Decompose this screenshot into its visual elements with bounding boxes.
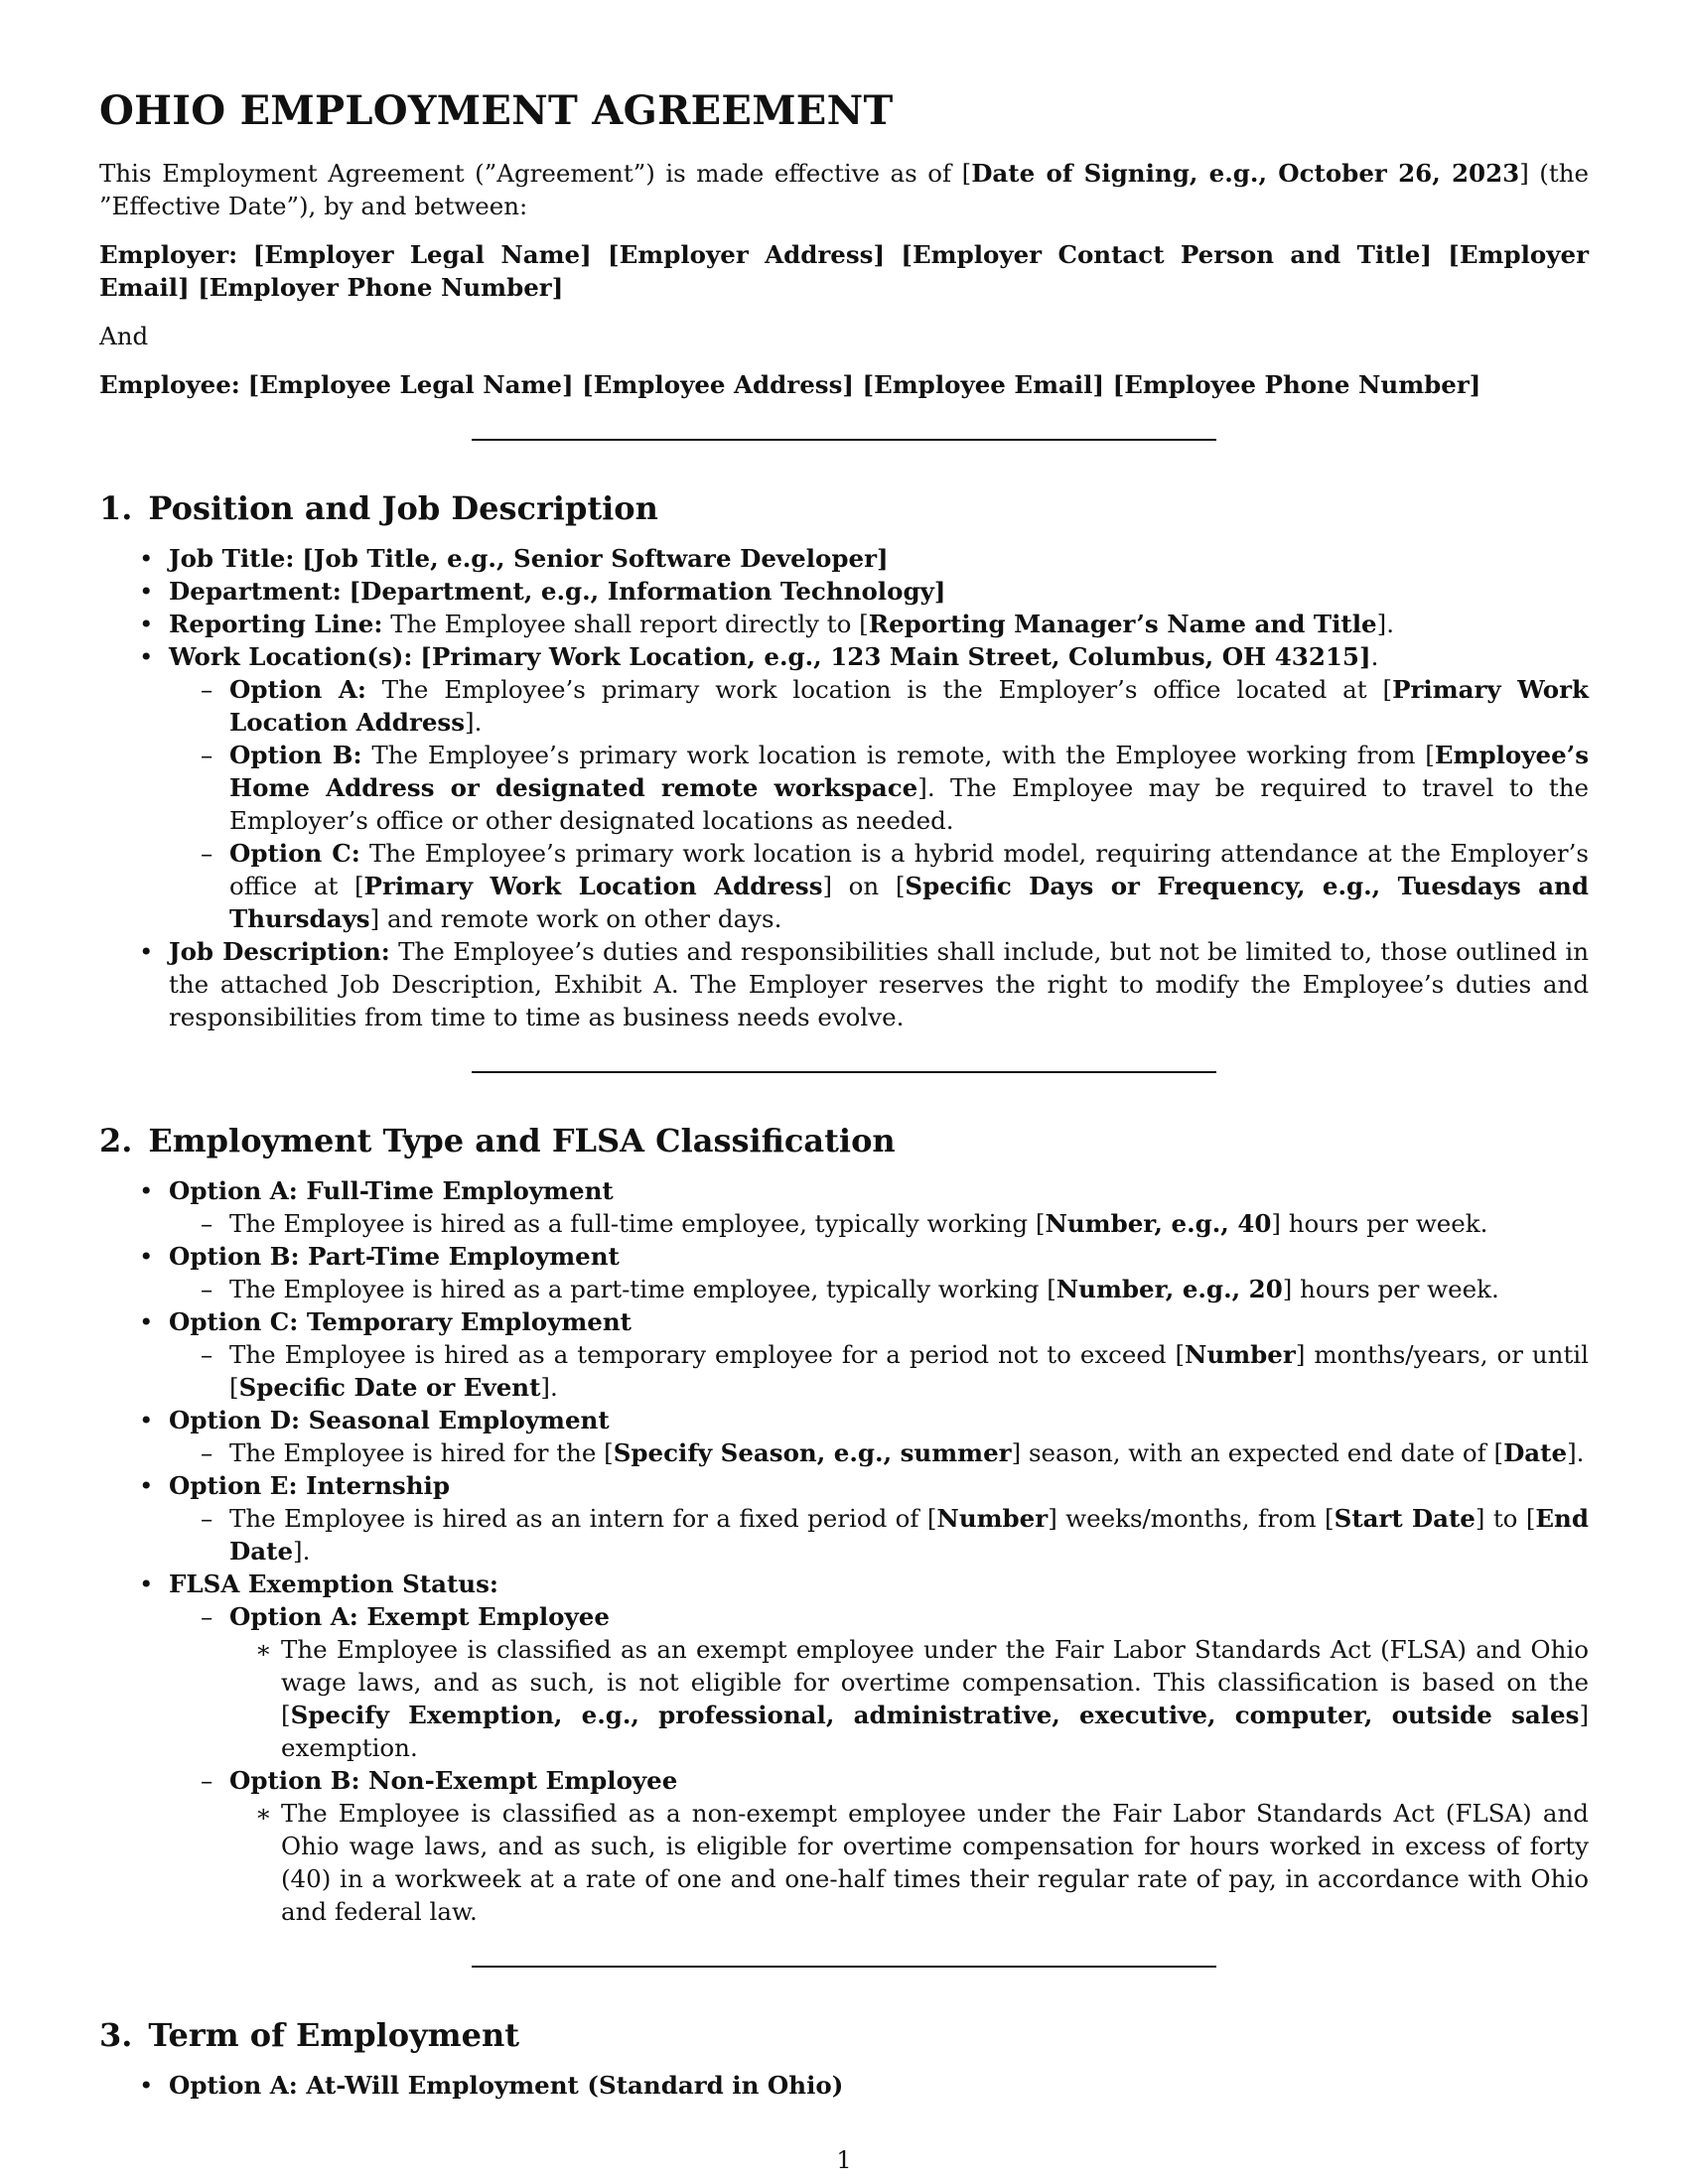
effective-date-placeholder: Date of Signing, e.g., October 26, 2023 <box>971 159 1520 188</box>
section-2-heading: 2. Employment Type and FLSA Classification <box>99 1122 896 1160</box>
section-divider <box>472 439 1216 441</box>
list-item: – The Employee is hired as a full-time employee, typically working [Number, e.g., 40] hours per week. <box>169 1207 1589 1240</box>
employee-fields: [Employee Legal Name] [Employee Address] [Employee Email] [Employee Phone Number] <box>247 370 1481 399</box>
list-item: • Job Description: The Employee’s duties and responsibilities shall include, but not be limited to, those outlined in the attached Job Description, Exhibit A. The Employer reserves the right to modify the Employee’s duties and responsibilities from time to time as business needs evolve. <box>99 935 1589 1033</box>
list-item: • Option B: Part-Time Employment – The Employee is hired as a part-time employee, typically working [Number, e.g., 20] hours per week. <box>99 1240 1589 1305</box>
list-item: • Work Location(s): [Primary Work Location, e.g., 123 Main Street, Columbus, OH 43215]. – Option A: The Employee’s primary work location is the Employer’s office located at [Primary Work Location Address]. – Option B: The Employee’s primary work location is remote, with the Employee working from [Employee’s Home Address or designated remote workspace]. The Employee may be required to travel to the Employer’s office or other designated locations as needed. – Option C: The Employee’s primary work location is a hybrid model, requiring attendance at the Employer’s office at [Primary Work Location Address] on [Specific Days or Frequency, e.g., Tuesdays and Thursdays] and remote work on other days. <box>99 640 1589 935</box>
list-item: – The Employee is hired for the [Specify Season, e.g., summer] season, with an expected end date of [Date]. <box>169 1436 1589 1469</box>
section-3-heading: 3. Term of Employment <box>99 2016 519 2054</box>
work-location-options <box>169 673 1589 935</box>
list-item: – The Employee is hired as a temporary employee for a period not to exceed [Number] months/years, or until [Specific Date or Event]. <box>169 1338 1589 1404</box>
list-item: ∗ The Employee is classified as a non-exempt employee under the Fair Labor Standards Act (FLSA) and Ohio wage laws, and as such, is eligible for overtime compensation for hours worked in excess of forty (40) in a workweek at a rate of one and one-half times their regular rate of pay, in accordance with Ohio and federal law. <box>229 1797 1589 1928</box>
list-item: • Reporting Line: The Employee shall report directly to [Reporting Manager’s Name and Title]. <box>99 608 1589 640</box>
section-1-list <box>99 542 1589 1033</box>
section-3-list <box>99 2069 1589 2102</box>
list-item: • Department: [Department, e.g., Information Technology] <box>99 575 1589 608</box>
intro-paragraph: This Employment Agreement (”Agreement”) is made effective as of [Date of Signing, e.g., October 26, 2023] (the ”Effective Date”), by and between: <box>99 159 1589 220</box>
list-item: – Option A: The Employee’s primary work location is the Employer’s office located at [Primary Work Location Address]. <box>169 673 1589 739</box>
employee-block: Employee: [Employee Legal Name] [Employee Address] [Employee Email] [Employee Phone Number] <box>99 370 1481 399</box>
page-number: 1 <box>836 2146 852 2174</box>
section-1-heading: 1. Position and Job Description <box>99 489 658 527</box>
document-page <box>99 87 1589 2102</box>
list-item: • Job Title: [Job Title, e.g., Senior Software Developer] <box>99 542 1589 575</box>
document-title: OHIO EMPLOYMENT AGREEMENT <box>99 87 894 134</box>
list-item: • Option A: Full-Time Employment – The Employee is hired as a full-time employee, typically working [Number, e.g., 40] hours per week. <box>99 1174 1589 1240</box>
list-item: • Option D: Seasonal Employment – The Employee is hired for the [Specify Season, e.g., summer] season, with an expected end date of [Date]. <box>99 1404 1589 1469</box>
list-item: ∗ The Employee is classified as an exempt employee under the Fair Labor Standards Act (FLSA) and Ohio wage laws, and as such, is not eligible for overtime compensation. This classification is based on the [Specify Exemption, e.g., professional, administrative, executive, computer, outside sales] exemption. <box>229 1633 1589 1764</box>
list-item: • Option C: Temporary Employment – The Employee is hired as a temporary employee for a period not to exceed [Number] months/years, or until [Specific Date or Event]. <box>99 1305 1589 1404</box>
list-item: – Option B: The Employee’s primary work location is remote, with the Employee working from [Employee’s Home Address or designated remote workspace]. The Employee may be required to travel to the Employer’s office or other designated locations as needed. <box>169 739 1589 837</box>
employer-block: Employer: [Employer Legal Name] [Employer Address] [Employer Contact Person and Title] [Employer Email] [Employer Phone Number] <box>99 240 1589 302</box>
section-2-list <box>99 1174 1589 1928</box>
section-divider <box>472 1071 1216 1073</box>
list-item: – Option C: The Employee’s primary work location is a hybrid model, requiring attendance at the Employer’s office at [Primary Work Location Address] on [Specific Days or Frequency, e.g., Tuesdays and Thursdays] and remote work on other days. <box>169 837 1589 935</box>
section-divider <box>472 1966 1216 1968</box>
and-text: And <box>99 322 149 350</box>
list-item: • Option E: Internship – The Employee is hired as an intern for a fixed period of [Number] weeks/months, from [Start Date] to [End Date]. <box>99 1469 1589 1568</box>
list-item: • FLSA Exemption Status: – Option A: Exempt Employee ∗ The Employee is classified as an exempt employee under the Fair Labor Standards Act (FLSA) and Ohio wage laws, and as such, is not eligible for overtime compensation. This classification is based on the [Specify Exemption, e.g., professional, administrative, executive, computer, outside sales] exemption. – Option B: Non-Exempt Employee ∗ The Employee is classified as a non-exempt employee under the Fair Labor Standards Act (FLSA) and Ohio wage laws, and as such, is eligible for overtime compensation for hours worked in excess of forty (40) in a workweek at a rate of one and one-half times their regular rate of pay, in accordance with Ohio and federal law. <box>99 1568 1589 1928</box>
list-item: – Option B: Non-Exempt Employee ∗ The Employee is classified as a non-exempt employee under the Fair Labor Standards Act (FLSA) and Ohio wage laws, and as such, is eligible for overtime compensation for hours worked in excess of forty (40) in a workweek at a rate of one and one-half times their regular rate of pay, in accordance with Ohio and federal law. <box>169 1764 1589 1928</box>
list-item: – Option A: Exempt Employee ∗ The Employee is classified as an exempt employee under the Fair Labor Standards Act (FLSA) and Ohio wage laws, and as such, is not eligible for overtime compensation. This classification is based on the [Specify Exemption, e.g., professional, administrative, executive, computer, outside sales] exemption. <box>169 1600 1589 1764</box>
list-item: – The Employee is hired as a part-time employee, typically working [Number, e.g., 20] hours per week. <box>169 1273 1589 1305</box>
list-item: – The Employee is hired as an intern for a fixed period of [Number] weeks/months, from [Start Date] to [End Date]. <box>169 1502 1589 1568</box>
list-item: • Option A: At-Will Employment (Standard in Ohio) <box>99 2069 1589 2102</box>
employer-fields: [Employer Legal Name] [Employer Address] [Employer Contact Person and Title] [Employer Email] [Employer Phone Number] <box>99 240 1589 302</box>
